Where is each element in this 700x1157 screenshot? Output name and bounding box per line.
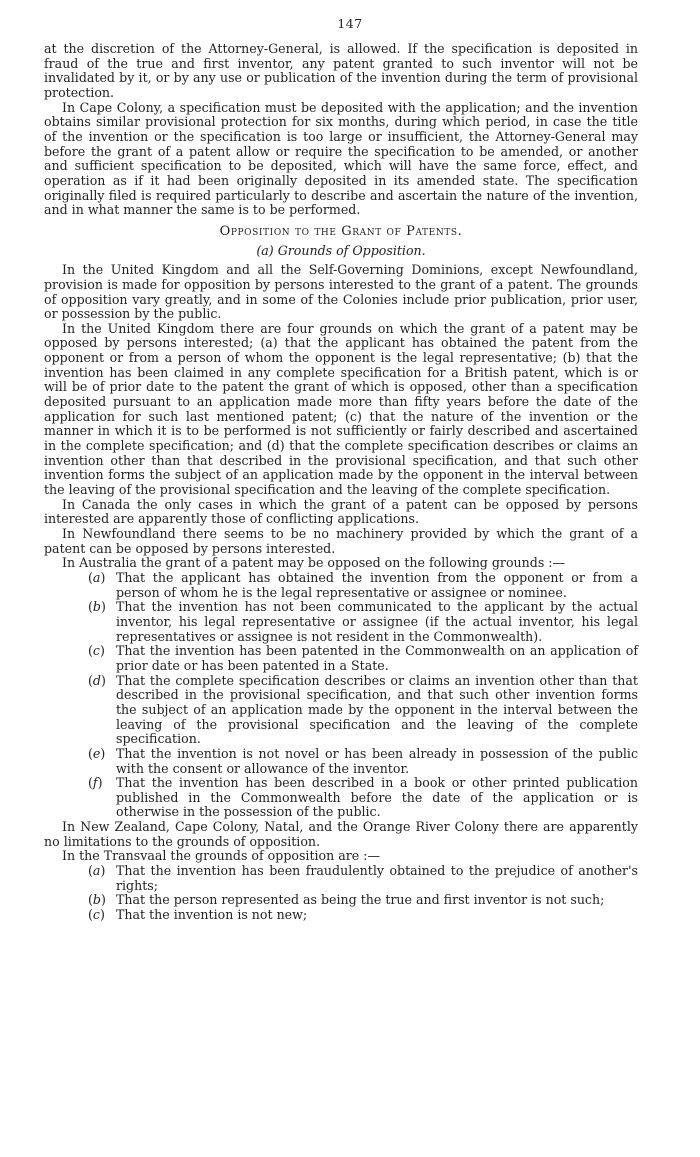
item-text: That the invention has been fraudulently obtained to the prejudice of another's rights; bbox=[116, 863, 638, 893]
subheading-title: Grounds of Opposition. bbox=[277, 242, 426, 258]
item-label: a bbox=[92, 863, 101, 879]
australia-grounds-list bbox=[44, 571, 638, 820]
paragraph: In Cape Colony, a specification must be deposited with the application; and the invention obtains similar provisional protection for six months, during which period, in case the title of the invention or the specification is too large or insufficient, the Attorney-General may before the grant of a patent allow or require the specification to be amended, or another and sufficient specification to be deposited, which will have the same force, effect, and operation as if it had been originally deposited in its amended state. The specification originally filed is required particularly to describe and ascertain the nature of the invention, and in what manner the same is to be performed. bbox=[44, 99, 638, 218]
item-label: b bbox=[92, 892, 101, 908]
item-text: That the complete specification describes or claims an invention other than that described in the provisional specification, and that such other invention forms the subject of an application made by the opponent in the interval between the leaving of the provisional specification and the leaving of the complete specification. bbox=[116, 672, 638, 747]
list-item: (c) That the invention is not new; bbox=[44, 908, 638, 923]
item-label: b bbox=[92, 599, 101, 615]
item-text: That the invention is not new; bbox=[116, 907, 308, 923]
item-label: d bbox=[92, 672, 101, 688]
item-label: f bbox=[92, 775, 98, 791]
item-text: That the applicant has obtained the invention from the opponent or from a person of whom he is the legal representative or assignee or nominee. bbox=[116, 569, 638, 600]
item-text: That the invention has been patented in the Commonwealth on an application of prior date or has been patented in a State. bbox=[116, 643, 638, 673]
list-item: (c) That the invention has been patented in the Commonwealth on an application of prior date or has been patented in a State. bbox=[88, 643, 638, 673]
item-label: a bbox=[92, 569, 101, 585]
page-number: 147 bbox=[337, 16, 363, 31]
item-text: That the person represented as being the true and first inventor is not such; bbox=[116, 892, 605, 908]
subheading-label: a bbox=[261, 242, 269, 258]
list-item: (a) That the invention has been fraudulently obtained to the prejudice of another's rights; bbox=[88, 863, 638, 893]
paragraph: In the Transvaal the grounds of opposition are :— bbox=[62, 848, 381, 864]
list-item: (e) That the invention is not novel or has been already in possession of the public with the consent or allowance of the inventor. bbox=[88, 745, 638, 776]
paragraph: at the discretion of the Attorney-General, is allowed. If the specification is deposited in fraud of the true and first inventor, any patent granted to such inventor will not be invalidated by it, or by any use or publication of the invention during the term of provisional protection. bbox=[44, 41, 638, 100]
item-label: c bbox=[92, 907, 100, 923]
list-item: (f) That the invention has been described in a book or other printed publication published in the Commonwealth before the date of the application or is otherwise in the possession of the public. bbox=[88, 775, 638, 820]
item-label: e bbox=[92, 745, 101, 761]
paragraph: In Australia the grant of a patent may be opposed on the following grounds :— bbox=[62, 555, 566, 571]
section-heading: Opposition to the Grant of Patents. bbox=[219, 223, 463, 239]
list-item: (b) That the person represented as being the true and first inventor is not such; bbox=[44, 893, 638, 908]
item-text: That the invention has not been communicated to the applicant by the actual inventor, his legal representative or assignee (if the actual inventor, his legal representatives or assignee is not resident in the Commonwealth). bbox=[116, 599, 638, 644]
item-label: c bbox=[92, 643, 100, 659]
paragraph: In New Zealand, Cape Colony, Natal, and the Orange River Colony there are apparently no limitations to the grounds of opposition. bbox=[44, 819, 638, 849]
item-text: That the invention is not novel or has been already in possession of the public with the consent or allowance of the inventor. bbox=[116, 745, 638, 776]
transvaal-grounds-list bbox=[44, 864, 638, 923]
body-text bbox=[44, 42, 638, 923]
list-item: (a) That the applicant has obtained the invention from the opponent or from a person of whom he is the legal representative or assignee or nominee. bbox=[88, 569, 638, 600]
list-item: (b) That the invention has not been communicated to the applicant by the actual inventor, his legal representative or assignee (if the actual inventor, his legal representatives or assignee is not resident in the Commonwealth). bbox=[88, 599, 638, 644]
paragraph: In the United Kingdom there are four grounds on which the grant of a patent may be opposed by persons interested; (a) that the applicant has obtained the patent from the opponent or from a person of whom the opponent is the legal representative; (b) that the invention has been claimed in any complete specification for a British patent, which is or will be of prior date to the patent the grant of which is opposed, other than a specification deposited pursuant to an application made more than fifty years before the date of the application for such last mentioned patent; (c) that the nature of the invention or the manner in which it is to be performed is not sufficiently or fairly described and ascertained in the complete specification; and (d) that the complete specification describes or claims an invention other than that described in the provisional specification, and that such other invention forms the subject of an application made by the opponent in the interval between the leaving of the provisional specification and the leaving of the complete specification. bbox=[44, 320, 638, 498]
item-text: That the invention has been described in a book or other printed publication published in the Commonwealth before the date of the application or is otherwise in the possession of the public. bbox=[116, 775, 638, 820]
paragraph: In the United Kingdom and all the Self-Governing Dominions, except Newfoundland, provision is made for opposition by persons interested to the grant of a patent. The grounds of opposition vary greatly, and in some of the Colonies include prior publication, prior user, or possession by the public. bbox=[44, 262, 638, 322]
list-item: (d) That the complete specification describes or claims an invention other than that described in the provisional specification, and that such other invention forms the subject of an application made by the opponent in the interval between the leaving of the provisional specification and the leaving of the complete specification. bbox=[88, 672, 638, 747]
paragraph: In Canada the only cases in which the grant of a patent can be opposed by persons interested are apparently those of conflicting applications. bbox=[44, 496, 638, 527]
subheading: (a) Grounds of Opposition. bbox=[256, 242, 426, 258]
paragraph: In Newfoundland there seems to be no machinery provided by which the grant of a patent can be opposed by persons interested. bbox=[44, 526, 638, 556]
